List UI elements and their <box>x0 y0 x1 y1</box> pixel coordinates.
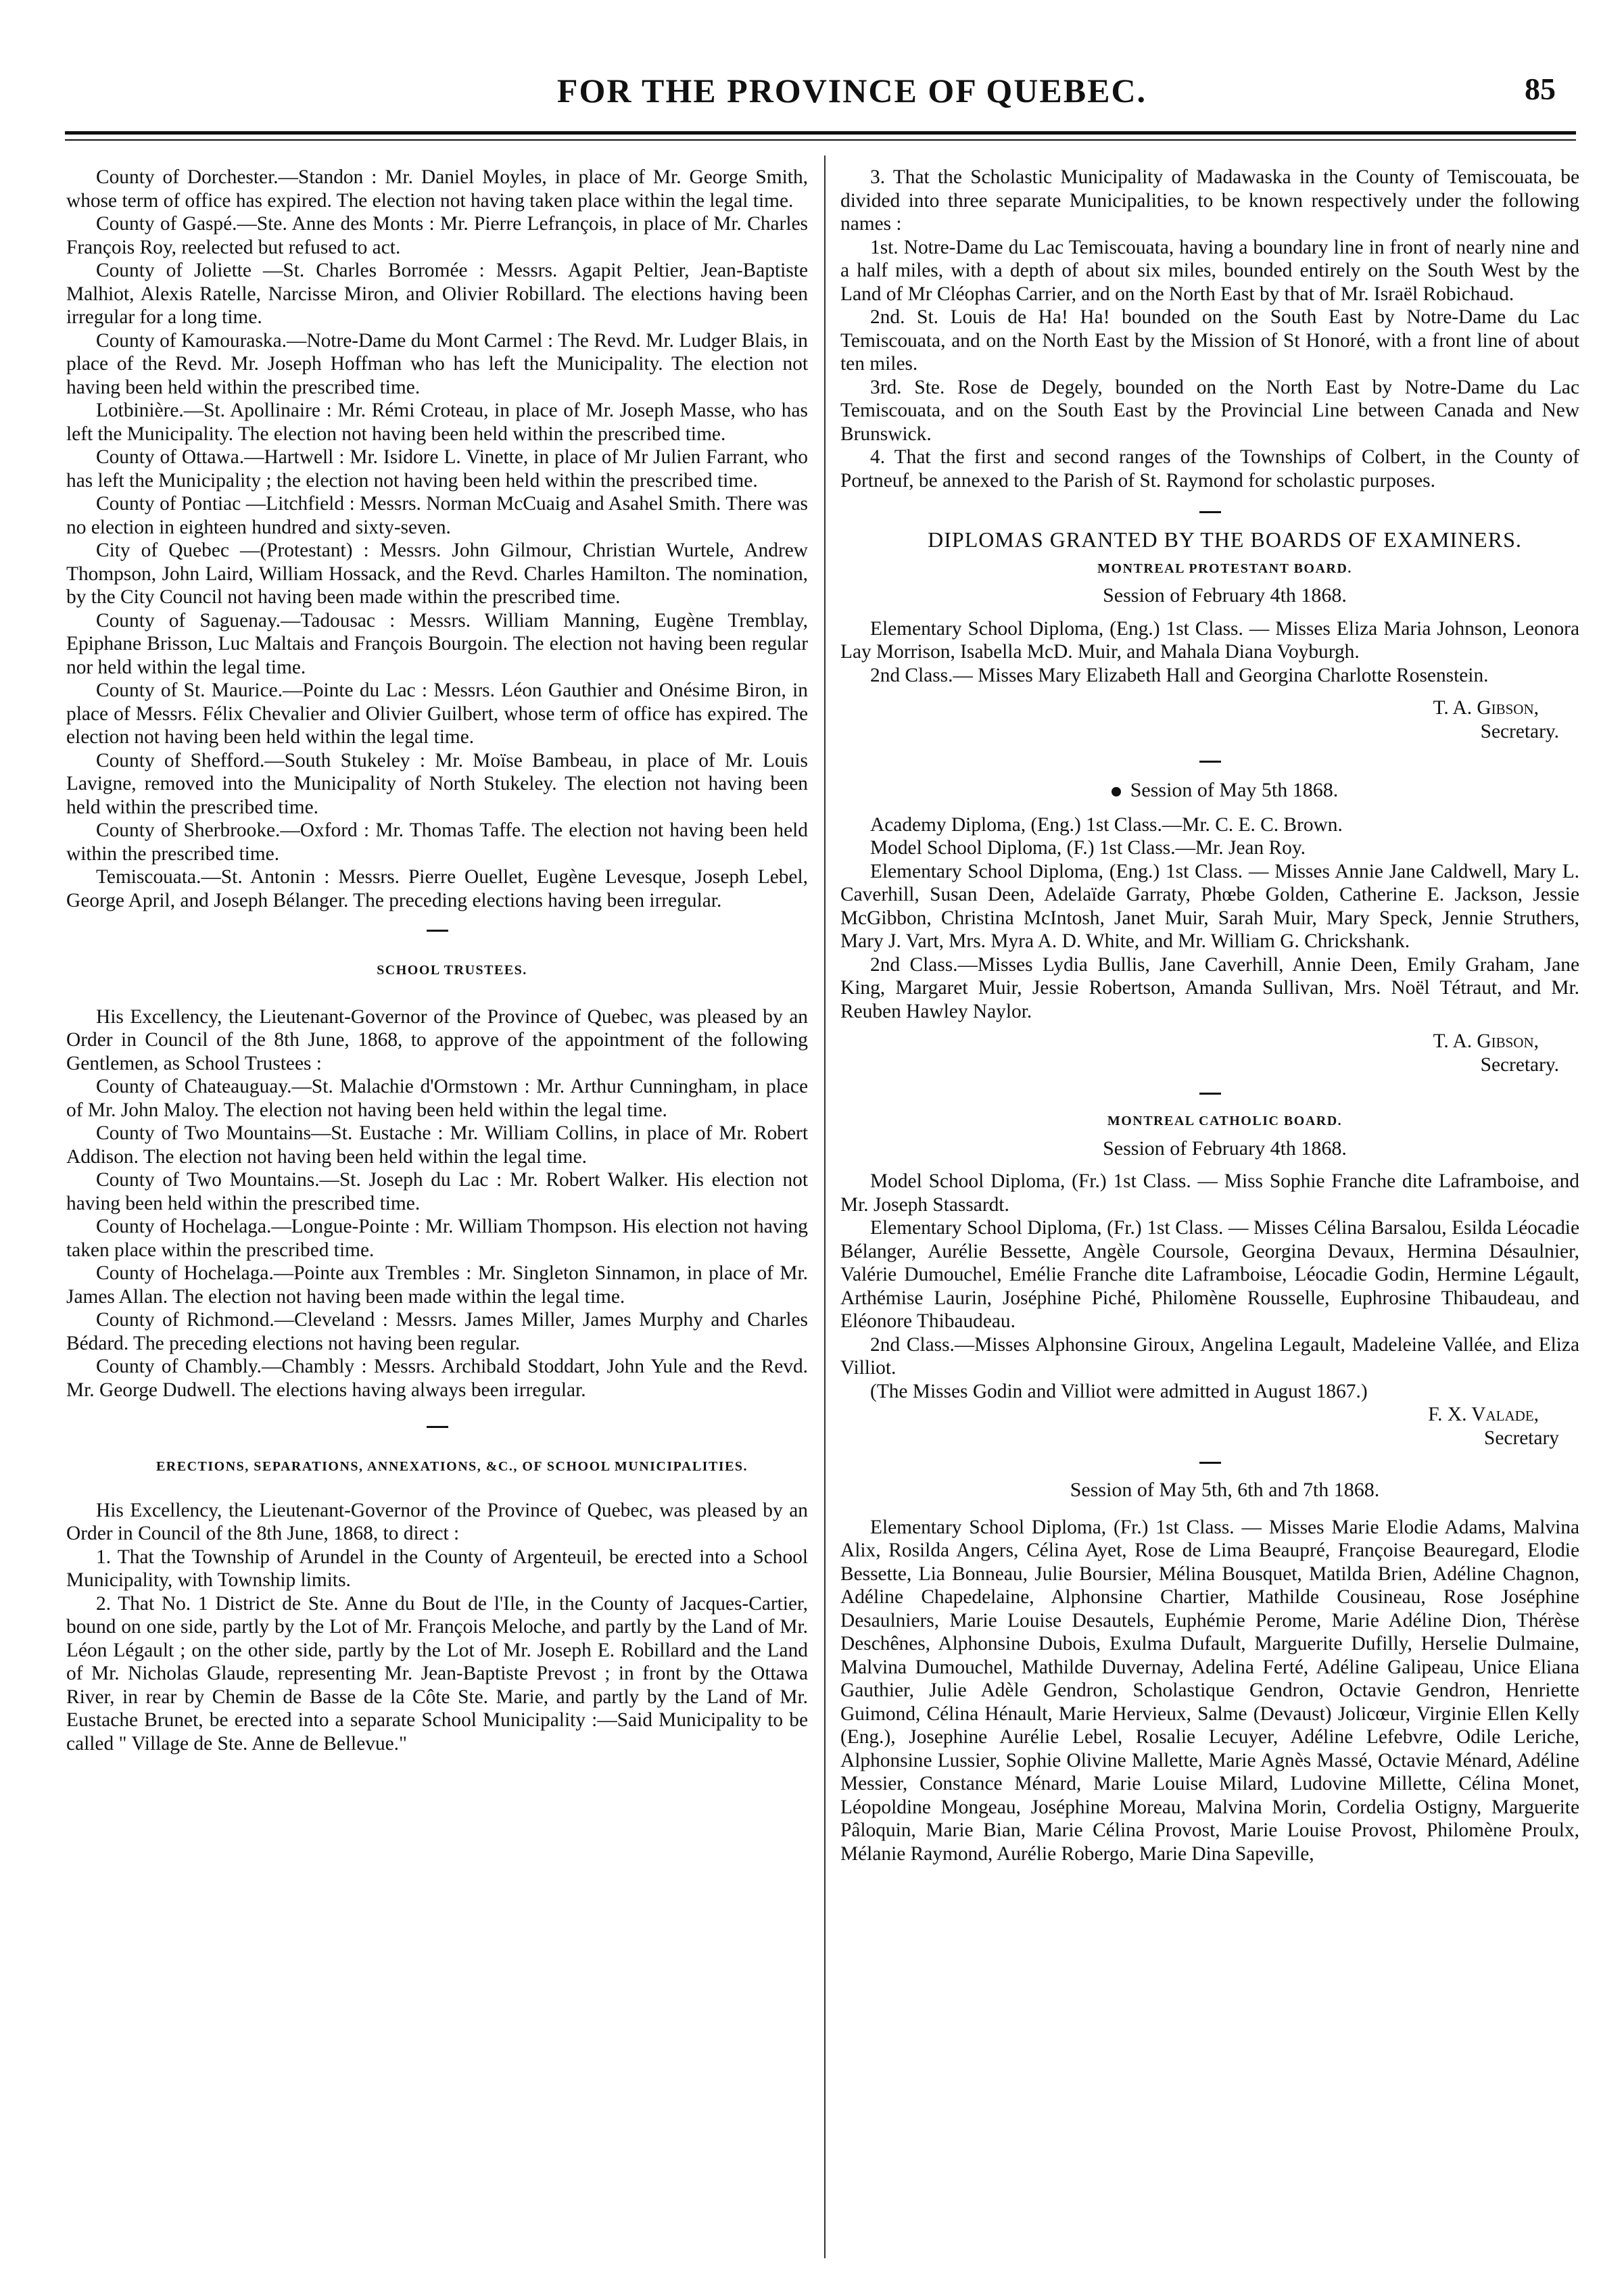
paragraph: County of Gaspé.—Ste. Anne des Monts : Mr. Pierre Lefrançois, in place of Mr. Charles François Roy, reelected but refused to act. <box>66 213 808 258</box>
header-rule-thick <box>65 131 1576 135</box>
paragraph: County of Chambly.—Chambly : Messrs. Archibald Stoddart, John Yule and the Revd. Mr. George Dudwell. The elections having always been irregular. <box>66 1356 808 1401</box>
paragraph: 2. That No. 1 District de Ste. Anne du Bout de l'Ile, in the County of Jacques-Cartier, bound on one side, partly by the Lot of Mr. François Meloche, and partly by the Land of Mr. Léon Légault ; on the other side, partly by the Lot of Mr. Joseph E. Robillard and the Land of Mr. Nicholas Glaude, representing Mr. Jean-Baptiste Prevost ; in front by the Ottawa River, in rear by Chemin de Basse de la Côte Ste. Marie, and partly by the Land of Mr. Eustache Brunet, be erected into a separate School Municipality :—Said Municipality to be called " Village de Ste. Anne de Bellevue." <box>66 1592 808 1755</box>
paragraph: Elementary School Diploma, (Eng.) 1st Class. — Misses Eliza Maria Johnson, Leonora Lay Morrison, Isabella McD. Muir, and Mahala Diana Voyburgh. <box>840 617 1579 663</box>
signature-name: F. X. Valade, <box>1428 1404 1539 1425</box>
paragraph: Lotbinière.—St. Apollinaire : Mr. Rémi Croteau, in place of Mr. Joseph Masse, who has left the Municipality. The election not having been held within the prescribed time. <box>66 400 808 445</box>
paragraph: His Excellency, the Lieutenant-Governor of the Province of Quebec, was pleased by an Order in Council of the 8th June, 1868, to approve of the appointment of the following Gentlemen, as School Trustees : <box>66 1005 808 1074</box>
diplomas-heading: DIPLOMAS GRANTED BY THE BOARDS OF EXAMINERS. <box>928 527 1522 552</box>
paragraph: 1. That the Township of Arundel in the County of Argenteuil, be erected into a School Municipality, with Township limits. <box>66 1546 808 1591</box>
signature-title: Secretary. <box>1480 720 1559 742</box>
running-title: FOR THE PROVINCE OF QUEBEC. <box>556 72 1147 110</box>
paragraph: 4. That the first and second ranges of the Townships of Colbert, in the County of Portneuf, be annexed to the Parish of St. Raymond for scholastic purposes. <box>840 446 1579 492</box>
paragraph: 2nd. St. Louis de Ha! Ha! bounded on the South East by Notre-Dame du Lac Temiscouata, and on the North East by the Mission of St Honoré, with a front line of about ten miles. <box>840 306 1579 375</box>
paragraph: Model School Diploma, (Fr.) 1st Class. — Miss Sophie Franche dite Laframboise, and Mr. Joseph Stassardt. <box>840 1170 1579 1216</box>
session-title: Session of May 5th, 6th and 7th 1868. <box>1070 1479 1380 1501</box>
signature-name: T. A. Gibson, <box>1433 697 1539 719</box>
paragraph: County of Richmond.—Cleveland : Messrs. James Miller, James Murphy and Charles Bédard. The preceding elections not having been regular. <box>66 1309 808 1354</box>
paragraph: 2nd Class.—Misses Lydia Bullis, Jane Caverhill, Annie Deen, Emily Graham, Jane King, Margaret Muir, Jessie Robertson, Amanda Sullivan, Mrs. Noël Tétraut, and Mr. Reuben Hawley Naylor. <box>840 953 1579 1022</box>
paragraph: County of Hochelaga.—Longue-Pointe : Mr. William Thompson. His election not having taken place within the prescribed time. <box>66 1216 808 1261</box>
signature-title: Secretary <box>1484 1427 1559 1449</box>
paragraph: 3. That the Scholastic Municipality of Madawaska in the County of Temiscouata, be divided into three separate Municipalities, to be known respectively under the following names : <box>840 166 1579 235</box>
right-column <box>840 166 1579 2235</box>
bullet-icon <box>1112 787 1121 796</box>
erections-heading: ERECTIONS, SEPARATIONS, ANNEXATIONS, &C., OF SCHOOL MUNICIPALITIES. <box>156 1459 748 1474</box>
paragraph: Model School Diploma, (F.) 1st Class.—Mr. Jean Roy. <box>870 837 1306 859</box>
paragraph: Academy Diploma, (Eng.) 1st Class.—Mr. C. E. C. Brown. <box>870 813 1343 836</box>
catholic-board-heading: MONTREAL CATHOLIC BOARD. <box>1107 1114 1343 1128</box>
paragraph: County of Sherbrooke.—Oxford : Mr. Thomas Taffe. The election not having been held within the prescribed time. <box>66 819 808 865</box>
left-column <box>66 166 808 2235</box>
paragraph: County of Two Mountains.—St. Joseph du Lac : Mr. Robert Walker. His election not having been held within the prescribed time. <box>66 1169 808 1214</box>
header-rule-thin <box>65 139 1576 141</box>
paragraph: Elementary School Diploma, (Eng.) 1st Class. — Misses Annie Jane Caldwell, Mary L. Caverhill, Susan Deen, Adelaïde Garraty, Phœbe Golden, Catherine E. Jackson, Jessie McGibbon, Christina McIntosh, Janet Muir, Sarah Muir, Mary Speck, Jennie Struthers, Mary J. Vart, Mrs. Myra A. D. White, and Mr. William G. Chrickshank. <box>840 860 1579 952</box>
paragraph: County of Chateauguay.—St. Malachie d'Ormstown : Mr. Arthur Cunningham, in place of Mr. John Maloy. The election not having been held within the legal time. <box>66 1076 808 1121</box>
paragraph: County of St. Maurice.—Pointe du Lac : Messrs. Léon Gauthier and Onésime Biron, in place of Messrs. Félix Chevalier and Olivier Guilbert, whose term of office has expired. The election not having been held within the legal time. <box>66 680 808 748</box>
paragraph: County of Ottawa.—Hartwell : Mr. Isidore L. Vinette, in place of Mr Julien Farrant, who has left the Municipality ; the election not having been held within the prescribed time. <box>66 446 808 492</box>
paragraph: County of Hochelaga.—Pointe aux Trembles : Mr. Singleton Sinnamon, in place of Mr. James Allan. The election not having been made within the legal time. <box>66 1262 808 1308</box>
signature-title: Secretary. <box>1480 1053 1559 1076</box>
protestant-board-heading: MONTREAL PROTESTANT BOARD. <box>1097 561 1352 576</box>
paragraph: City of Quebec —(Protestant) : Messrs. John Gilmour, Christian Wurtele, Andrew Thompson, John Laird, William Hossack, and the Revd. Charles Hamilton. The nomination, by the City Council not having been made within the prescribed time. <box>66 540 808 608</box>
session-title: Session of February 4th 1868. <box>1103 584 1347 606</box>
school-trustees-heading: SCHOOL TRUSTEES. <box>377 963 527 978</box>
paragraph: County of Pontiac —Litchfield : Messrs. Norman McCuaig and Asahel Smith. There was no election in eighteen hundred and sixty-seven. <box>66 493 808 538</box>
paragraph: County of Joliette —St. Charles Borromée : Messrs. Agapit Peltier, Jean-Baptiste Malhiot, Alexis Ratelle, Narcisse Miron, and Olivier Robillard. The elections having been irregular for a long time. <box>66 260 808 328</box>
paragraph: Temiscouata.—St. Antonin : Messrs. Pierre Ouellet, Eugène Levesque, Joseph Lebel, George April, and Joseph Bélanger. The preceding elections having been irregular. <box>66 866 808 911</box>
paragraph: 2nd Class.—Misses Alphonsine Giroux, Angelina Legault, Madeleine Vallée, and Eliza Villiot. <box>840 1333 1579 1379</box>
session-title: Session of February 4th 1868. <box>1103 1137 1347 1160</box>
paragraph: 3rd. Ste. Rose de Degely, bounded on the North East by Notre-Dame du Lac Temiscouata, and on the South East by the Provincial Line between Canada and New Brunswick. <box>840 376 1579 445</box>
signature-name: T. A. Gibson, <box>1433 1030 1539 1052</box>
page-header <box>0 71 1624 118</box>
paragraph: 2nd Class.— Misses Mary Elizabeth Hall and Georgina Charlotte Rosenstein. <box>870 664 1489 686</box>
paragraph: County of Dorchester.—Standon : Mr. Daniel Moyles, in place of Mr. George Smith, whose term of office has expired. The election not having taken place within the legal time. <box>66 166 808 212</box>
paragraph: His Excellency, the Lieutenant-Governor of the Province of Quebec, was pleased by an Order in Council of the 8th June, 1868, to direct : <box>66 1499 808 1544</box>
paragraph: 1st. Notre-Dame du Lac Temiscouata, having a boundary line in front of nearly nine and a half miles, with a depth of about six miles, bounded entirely on the South West by the Land of Mr Cléophas Carrier, and on the North East by that of Mr. Israël Robichaud. <box>840 236 1579 305</box>
paragraph: Elementary School Diploma, (Fr.) 1st Class. — Misses Marie Elodie Adams, Malvina Alix, Rosilda Angers, Célina Ayet, Rose de Lima Beaupré, Françoise Beauregard, Elodie Bessette, Lia Bonneau, Julie Boursier, Mélina Bousquet, Matilda Brien, Adéline Chagnon, Adéline Chapedelaine, Alphonsine Chartier, Mathilde Cousineau, Rose Joséphine Desaulniers, Marie Louise Desautels, Euphémie Perome, Marie Adéline Dion, Thérèse Deschênes, Alphonsine Dubois, Exulma Dufault, Marguerite Dufilly, Herselie Dulmaine, Malvina Dumouchel, Mathilde Duvernay, Adelina Ferté, Adéline Galipeau, Unice Eliana Gauthier, Julie Adèle Gendron, Scholastique Gendron, Octavie Gendron, Henriette Guimond, Célina Hénault, Marie Hervieux, Salme (Devaust) Jolicœur, Virginie Ellen Kelly (Eng.), Josephine Aurélie Lebel, Rosalie Lecuyer, Adéline Lefebvre, Odile Leriche, Alphonsine Lussier, Sophie Olivine Mallette, Marie Agnès Massé, Octavie Ménard, Adéline Messier, Constance Ménard, Marie Louise Milard, Ludovine Millette, Célina Monet, Léopoldine Mongeau, Joséphine Moreau, Malvina Morin, Cordelia Ostigny, Marguerite Pâloquin, Marie Bian, Marie Célina Provost, Marie Louise Provost, Philomène Proulx, Mélanie Raymond, Aurélie Robergo, Marie Dina Sapeville, <box>840 1516 1579 1865</box>
column-divider <box>824 156 826 2258</box>
paragraph: County of Saguenay.—Tadousac : Messrs. William Manning, Eugène Tremblay, Epiphane Brisson, Luc Maltais and François Bourgoin. The election not having been regular nor held within the legal time. <box>66 609 808 678</box>
paragraph: County of Shefford.—South Stukeley : Mr. Moïse Bambeau, in place of Mr. Louis Lavigne, removed into the Municipality of North Stukeley. The election not having been held within the prescribed time. <box>66 749 808 818</box>
paragraph: (The Misses Godin and Villiot were admitted in August 1867.) <box>870 1380 1368 1402</box>
session-title <box>840 779 1579 803</box>
paragraph: County of Kamouraska.—Notre-Dame du Mont Carmel : The Revd. Mr. Ludger Blais, in place of the Revd. Mr. Joseph Hoffman who has left the Municipality. The election not having been held within the prescribed time. <box>66 329 808 398</box>
page-number: 85 <box>1525 72 1556 106</box>
session-title-text: Session of May 5th 1868. <box>1130 779 1339 801</box>
paragraph: County of Two Mountains—St. Eustache : Mr. William Collins, in place of Mr. Robert Addison. The election not having been held within the legal time. <box>66 1122 808 1168</box>
paragraph: Elementary School Diploma, (Fr.) 1st Class. — Misses Célina Barsalou, Esilda Léocadie Bélanger, Aurélie Bessette, Angèle Coursole, Georgina Devaux, Hermina Désaulnier, Valérie Dumouchel, Emélie Franche dite Laframboise, Léocadie Godin, Hermine Légault, Arthémise Laurin, Joséphine Piché, Philomène Rousselle, Euphrosine Thibaudeau, and Eléonore Thibaudeau. <box>840 1217 1579 1332</box>
